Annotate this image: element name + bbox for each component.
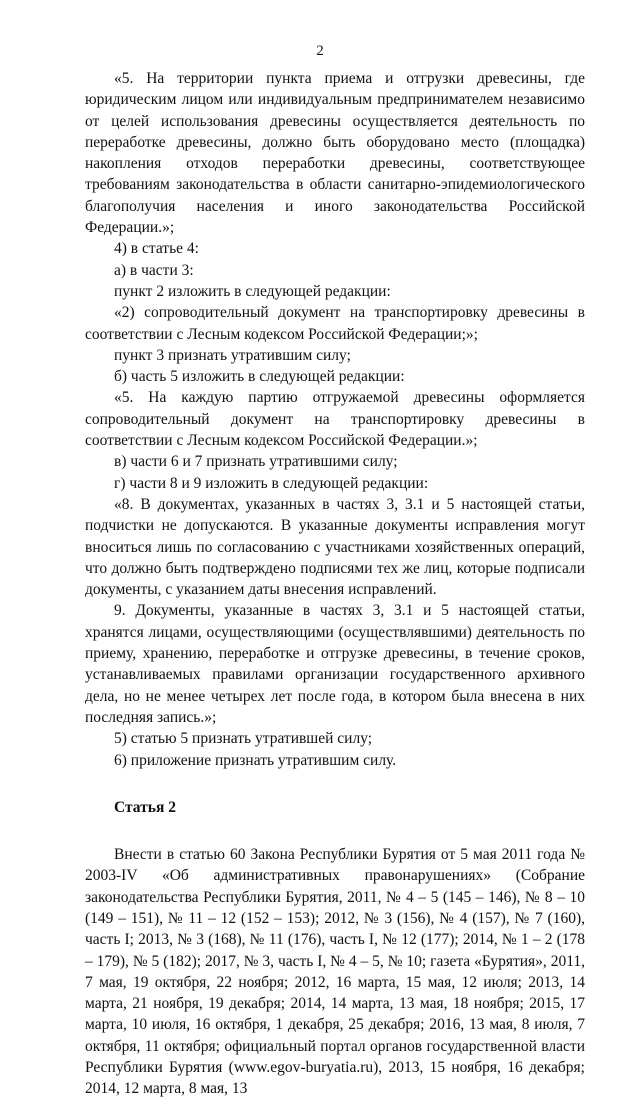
paragraph: 5) статью 5 признать утратившей силу;: [114, 730, 373, 748]
paragraph: «2) сопроводительный документ на транспортировку древесины в соответствии с Лесным кодексом Российской Федерации;»;: [85, 304, 585, 343]
page-number: 2: [316, 43, 324, 59]
document-body: [85, 68, 585, 1100]
paragraph: «5. На каждую партию отгружаемой древесины оформляется сопроводительный документ на транспортировку древесины в соответствии с Лесным кодексом Российской Федерации.»;: [85, 389, 585, 450]
paragraph: б) часть 5 изложить в следующей редакции:: [114, 368, 405, 386]
paragraph: 4) в статье 4:: [114, 240, 199, 258]
article-heading: Статья 2: [114, 798, 176, 816]
paragraph: в) части 6 и 7 признать утратившими силу;: [114, 453, 398, 471]
paragraph: а) в части 3:: [114, 261, 194, 279]
paragraph: г) части 8 и 9 изложить в следующей редакции:: [114, 474, 429, 492]
paragraph: 6) приложение признать утратившим силу.: [114, 751, 397, 769]
paragraph: пункт 2 изложить в следующей редакции:: [114, 282, 391, 300]
paragraph: Внести в статью 60 Закона Республики Бурятия от 5 мая 2011 года № 2003-IV «Об административных правонарушениях» (Собрание законодательства Республики Бурятия, 2011, № 4 – 5 (145 – 146), № 8 – 10 (149 – 151), № 11 – 12 (152 – 153); 2012, № 3 (156), № 4 (157), № 7 (160), часть I; 2013, № 3 (168), № 11 (176), часть I, № 12 (177); 2014, № 1 – 2 (178 – 179), № 5 (182); 2017, № 3, часть I, № 4 – 5, № 10; газета «Бурятия», 2011, 7 мая, 19 октября, 22 ноября; 2012, 16 марта, 15 мая, 12 июля; 2013, 14 марта, 21 ноября, 19 декабря; 2014, 14 марта, 13 мая, 18 ноября; 2015, 17 марта, 10 июля, 16 октября, 1 декабря, 25 декабря; 2016, 13 мая, 8 июля, 7 октября, 11 октября; официальный портал органов государственной власти Республики Бурятия (www.egov-buryatia.ru), 2013, 15 ноября, 16 декабря; 2014, 12 марта, 8 мая, 13: [85, 846, 585, 1098]
paragraph: «8. В документах, указанных в частях 3, 3.1 и 5 настоящей статьи, подчистки не допускаются. В указанные документы исправления могут вноситься лишь по согласованию с участниками хозяйственных операций, что должно быть подтверждено подписями тех же лиц, которые подписали документы, с указанием даты внесения исправлений.: [85, 495, 585, 599]
paragraph: «5. На территории пункта приема и отгрузки древесины, где юридическим лицом или индивидуальным предпринимателем независимо от целей использования древесины осуществляется деятельность по переработке древесины, должно быть оборудовано место (площадка) накопления отходов переработки древесины, соответствующее требованиям законодательства в области санитарно-эпидемиологического благополучия населения и иного законодательства Российской Федерации.»;: [85, 70, 585, 237]
paragraph: 9. Документы, указанные в частях 3, 3.1 и 5 настоящей статьи, хранятся лицами, осуществляющими (осуществлявшими) деятельность по приему, хранению, переработке и отгрузке древесины, в течение сроков, устанавливаемых правилами организации государственного архивного дела, но не менее четырех лет после года, в котором была внесена в них последняя запись.»;: [85, 602, 585, 726]
paragraph: пункт 3 признать утратившим силу;: [114, 346, 351, 364]
